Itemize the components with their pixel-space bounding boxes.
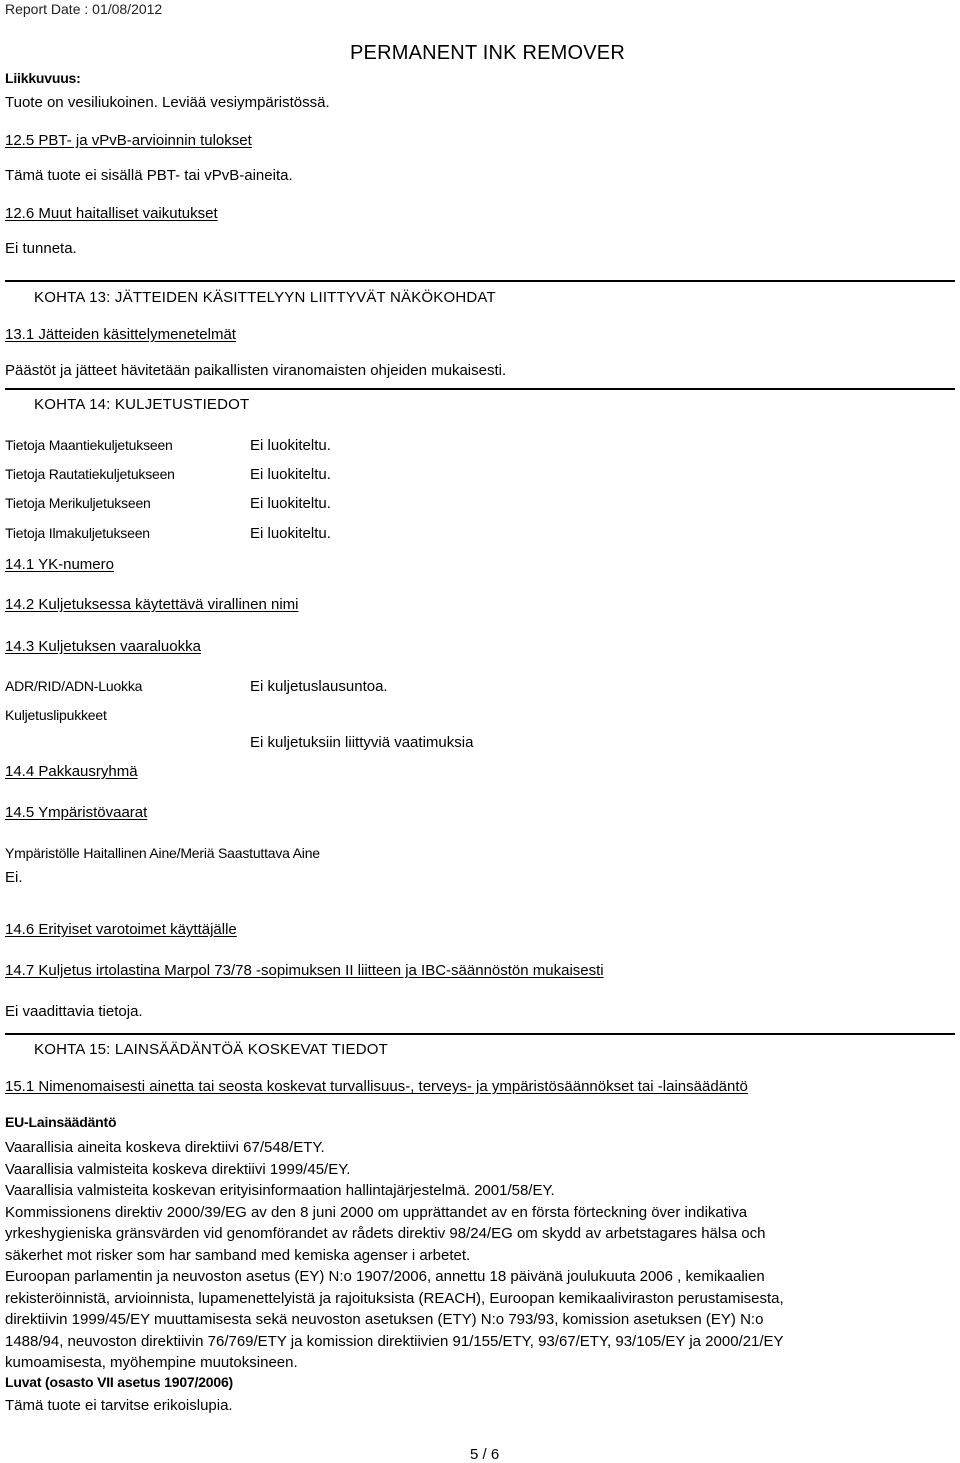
transport-road-label: Tietoja Maantiekuljetukseen <box>5 437 173 453</box>
transport-sea-value: Ei luokiteltu. <box>250 495 331 512</box>
env-hazard-value: Ei. <box>5 869 23 886</box>
legislation-line: Euroopan parlamentin ja neuvoston asetus (EY) N:o 1907/2006, annettu 18 päivänä joulukuuta 2006 , kemikaalien <box>5 1268 765 1285</box>
section-13-rule <box>5 280 955 282</box>
transport-labels-label: Kuljetuslipukkeet <box>5 707 107 723</box>
legislation-line: Vaarallisia valmisteita koskevan erityisinformaation hallintajärjestelmä. 2001/58/EY. <box>5 1182 555 1199</box>
adr-class-label: ADR/RID/ADN-Luokka <box>5 678 143 694</box>
legislation-line: Vaarallisia valmisteita koskeva direktiivi 1999/45/EY. <box>5 1160 351 1178</box>
section-14-7-text: Ei vaadittavia tietoja. <box>5 1003 143 1020</box>
section-14-3-heading: 14.3 Kuljetuksen vaaraluokka <box>5 638 201 655</box>
eu-legislation-label: EU-Lainsäädäntö <box>5 1114 117 1130</box>
other-effects-text: Ei tunneta. <box>5 240 77 257</box>
permits-label: Luvat (osasto VII asetus 1907/2006) <box>5 1374 233 1390</box>
section-15-rule <box>5 1033 955 1035</box>
transport-rail-label: Tietoja Rautatiekuljetukseen <box>5 466 175 482</box>
env-hazard-label: Ympäristölle Haitallinen Aine/Meriä Saastuttava Aine <box>5 845 320 861</box>
section-13-title: KOHTA 13: JÄTTEIDEN KÄSITTELYYN LIITTYVÄT NÄKÖKOHDAT <box>34 289 496 306</box>
legislation-line: 1488/94, neuvoston direktiivin 76/769/ETY ja komission direktiivien 91/155/ETY, 93/67/ETY, 93/105/EY ja 2000/21/EY <box>5 1332 784 1350</box>
eu-legislation-text <box>5 1137 950 1374</box>
mobility-text: Tuote on vesiliukoinen. Leviää vesiympäristössä. <box>5 94 330 111</box>
legislation-line: direktiivin 1999/45/EY muuttamisesta sekä neuvoston asetuksen (ETY) N:o 793/93, komission asetuksen (EY) N:o <box>5 1311 764 1328</box>
report-date: Report Date : 01/08/2012 <box>5 1 163 17</box>
legislation-line: säkerhet mot risker som har samband med kemiska agenser i arbetet. <box>5 1246 471 1264</box>
legislation-line: Vaarallisia aineita koskeva direktiivi 67/548/ETY. <box>5 1139 325 1156</box>
pbt-heading: 12.5 PBT- ja vPvB-arvioinnin tulokset <box>5 132 252 149</box>
section-14-6-heading: 14.6 Erityiset varotoimet käyttäjälle <box>5 921 237 938</box>
section-13-1-text: Päästöt ja jätteet hävitetään paikallisten viranomaisten ohjeiden mukaisesti. <box>5 362 507 379</box>
section-14-title: KOHTA 14: KULJETUSTIEDOT <box>34 396 250 413</box>
section-14-rule <box>5 388 955 390</box>
section-14-7-heading: 14.7 Kuljetus irtolastina Marpol 73/78 -sopimuksen II liitteen ja IBC-säännöstön mukaisesti <box>5 962 604 979</box>
section-14-5-heading: 14.5 Ympäristövaarat <box>5 804 148 821</box>
transport-air-label: Tietoja Ilmakuljetukseen <box>5 525 150 541</box>
transport-rail-value: Ei luokiteltu. <box>250 466 331 483</box>
legislation-line: yrkeshygieniska gränsvärden vid genomförandet av rådets direktiv 98/24/EG om skydd av arbetstagares hälsa och <box>5 1225 766 1242</box>
product-title: PERMANENT INK REMOVER <box>350 42 625 64</box>
legislation-line: rekisteröinnistä, arvioinnista, lupamenettelyistä ja rajoituksista (REACH), Euroopan kemikaaliviraston perustamisesta, <box>5 1289 784 1307</box>
permits-text: Tämä tuote ei tarvitse erikoislupia. <box>5 1397 233 1414</box>
section-15-title: KOHTA 15: LAINSÄÄDÄNTÖÄ KOSKEVAT TIEDOT <box>34 1041 389 1058</box>
other-effects-heading: 12.6 Muut haitalliset vaikutukset <box>5 205 218 222</box>
adr-class-value: Ei kuljetuslausuntoa. <box>250 678 388 695</box>
section-14-4-heading: 14.4 Pakkausryhmä <box>5 763 138 780</box>
legislation-line: kumoamisesta, myöhempine muutoksineen. <box>5 1354 298 1371</box>
transport-sea-label: Tietoja Merikuljetukseen <box>5 495 151 511</box>
page-number: 5 / 6 <box>470 1446 500 1463</box>
transport-air-value: Ei luokiteltu. <box>250 525 331 542</box>
section-14-2-heading: 14.2 Kuljetuksessa käytettävä virallinen nimi <box>5 596 299 613</box>
legislation-line: Kommissionens direktiv 2000/39/EG av den 8 juni 2000 om upprättandet av en första förteckning över indikativa <box>5 1203 748 1221</box>
transport-labels-value: Ei kuljetuksiin liittyviä vaatimuksia <box>250 734 474 751</box>
transport-road-value: Ei luokiteltu. <box>250 437 331 454</box>
section-15-1-heading: 15.1 Nimenomaisesti ainetta tai seosta koskevat turvallisuus-, terveys- ja ympäristösäännökset tai -lainsäädäntö <box>5 1078 748 1095</box>
section-13-1-heading: 13.1 Jätteiden käsittelymenetelmät <box>5 326 236 343</box>
mobility-label: Liikkuvuus: <box>5 70 81 86</box>
pbt-text: Tämä tuote ei sisällä PBT- tai vPvB-aineita. <box>5 167 293 184</box>
section-14-1-heading: 14.1 YK-numero <box>5 556 114 573</box>
